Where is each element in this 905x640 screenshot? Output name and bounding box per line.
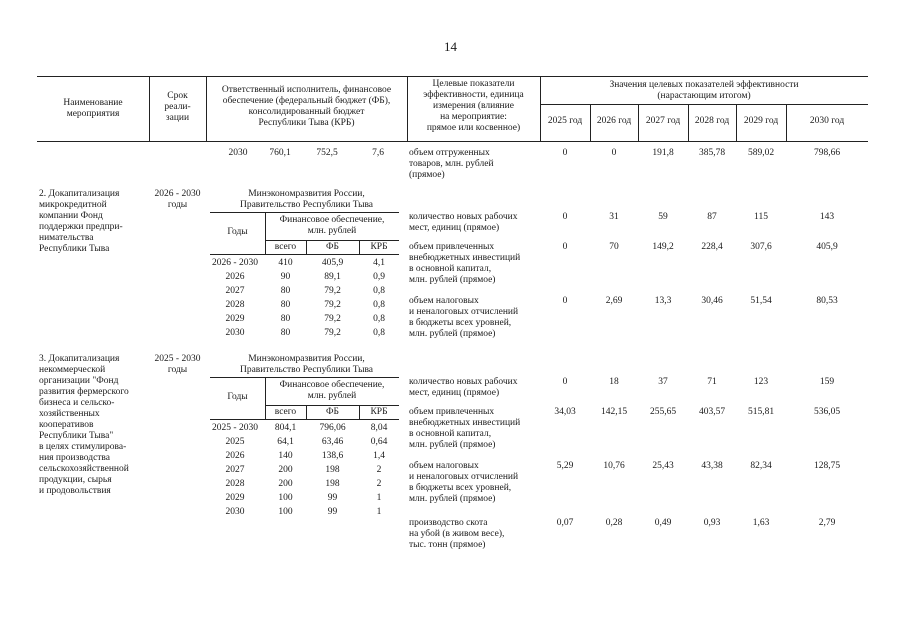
indicator-text: объем налоговых и неналоговых отчислений в бюджеты всех уровней, млн. рублей (прямое) [409, 296, 519, 339]
indicator-value: 228,4 [701, 242, 723, 252]
header-name: Наименование мероприятия [63, 98, 123, 119]
indicator-text: объем привлеченных внебюджетных инвестиций в основной капитал, млн. рублей (прямое) [409, 242, 521, 285]
fin-row-krb: 2 [376, 465, 382, 475]
indicator-text: объем привлеченных внебюджетных инвестиций в основной капитал, млн. рублей (прямое) [409, 407, 521, 450]
fin-row-year: 2029 [225, 314, 245, 324]
fin-row-krb: 0,64 [370, 437, 388, 447]
fin-head-fb: ФБ [326, 407, 339, 417]
indicator-value: 123 [753, 377, 769, 387]
fin-row-krb: 4,1 [373, 258, 385, 268]
indicator-value: 87 [707, 212, 717, 222]
indicator-value: 149,2 [652, 242, 674, 252]
fin-row-year: 2030 [225, 328, 245, 338]
fin-row-total: 140 [278, 451, 293, 461]
indicator-value: 0 [562, 296, 568, 306]
fin-table-rule [265, 240, 399, 241]
indicator-text: количество новых рабочих мест, единиц (прямое) [409, 212, 518, 233]
fin-row-total: 80 [280, 328, 291, 338]
fin-row-fb: 198 [325, 465, 340, 475]
indicator-text: объем налоговых и неналоговых отчислений в бюджеты всех уровней, млн. рублей (прямое) [409, 461, 519, 504]
fin-row-krb: 1 [376, 507, 382, 517]
fin-head-financing: Финансовое обеспечение, млн. рублей [279, 215, 385, 236]
indicator-value: 515,81 [747, 407, 775, 417]
indicator-value: 31 [609, 212, 619, 222]
header-bottom-rule [37, 141, 868, 142]
activity-3-name: 3. Докапитализация некоммерческой организации "Фонд развития фермерского бизнеса и сельско- хозяйственных кооперативов Республики Тыва" в целях стимулирова- ния производства сельскохозяйственной продукции, сырья и продовольствия [39, 354, 129, 496]
fin-row-fb: 405,9 [321, 258, 344, 268]
indicator-value: 307,6 [750, 242, 772, 252]
page-number: 14 [444, 39, 457, 54]
fin-head-total: всего [274, 407, 297, 417]
fin-row-krb: 0,8 [373, 314, 385, 324]
indicator-value: 30,46 [701, 296, 723, 306]
indicator-value: 18 [609, 377, 619, 387]
fin-row-total: 410 [278, 258, 293, 268]
activity-2-name: 2. Докапитализация микрокредитной компании Фонд поддержки предпри- нимательства Республики Тыва [39, 189, 123, 254]
fin-row-total: 80 [280, 314, 291, 324]
indicator-value: 59 [658, 212, 668, 222]
fin-row-year: 2029 [225, 493, 245, 503]
indicator-value: 51,54 [750, 296, 772, 306]
fin-row-fb: 89,1 [324, 272, 341, 282]
fin-row-year: 2028 [225, 300, 245, 310]
indicator-value: 142,15 [600, 407, 628, 417]
fin-row-year: 2026 [225, 451, 245, 461]
indicator-value: 80,53 [816, 296, 838, 306]
indicator-value: 1,63 [752, 518, 770, 528]
fin-row-fb: 79,2 [324, 300, 341, 310]
fin-head-krb: КРБ [370, 407, 388, 417]
fin-row-fb: 99 [327, 507, 338, 517]
fin-head-financing: Финансовое обеспечение, млн. рублей [279, 380, 385, 401]
fin-row-fb: 79,2 [324, 286, 341, 296]
fin-row-fb: 99 [327, 493, 338, 503]
indicator-value: 0,28 [605, 518, 623, 528]
fin-row-total: 80 [280, 300, 291, 310]
fin-row-year: 2025 [225, 437, 245, 447]
header-term: Срок реали- зации [164, 91, 191, 123]
indicator-value: 128,75 [813, 461, 841, 471]
fin-row-krb: 0,8 [373, 300, 385, 310]
indicator-value: 0,07 [556, 518, 574, 528]
header-year: 2029 год [743, 116, 779, 126]
header-values: Значения целевых показателей эффективности (нарастающим итогом) [609, 80, 799, 101]
header-year: 2027 год [645, 116, 681, 126]
cont-total: 760,1 [269, 148, 291, 158]
header-responsible: Ответственный исполнитель, финансовое обеспечение (федеральный бюджет (ФБ), консолидированный бюджет Республики Тыва (КРБ) [221, 85, 392, 128]
fin-row-fb: 198 [325, 479, 340, 489]
indicator-value: 115 [754, 212, 768, 222]
indicator-value: 13,3 [654, 296, 672, 306]
fin-row-total: 100 [278, 507, 293, 517]
indicator-value: 405,9 [816, 242, 838, 252]
indicator-value: 2,69 [605, 296, 623, 306]
fin-table-rule [210, 254, 399, 255]
fin-row-total: 804,1 [274, 423, 297, 433]
indicator-value: 34,03 [554, 407, 576, 417]
indicator-text: производство скота на убой (в живом весе), тыс. тонн (прямое) [409, 518, 505, 550]
indicator-value: 70 [609, 242, 619, 252]
header-top-rule [37, 76, 868, 77]
fin-row-krb: 0,9 [373, 272, 385, 282]
header-year: 2028 год [694, 116, 730, 126]
fin-head-fb: ФБ [326, 242, 339, 252]
fin-row-year: 2027 [225, 286, 245, 296]
fin-row-krb: 2 [376, 479, 382, 489]
fin-table-rule [265, 405, 399, 406]
header-year: 2025 год [547, 116, 583, 126]
fin-row-krb: 0,8 [373, 286, 385, 296]
header-indicators: Целевые показатели эффективности, единица измерения (влияние на мероприятие: прямое или косвенное) [423, 79, 524, 133]
fin-row-krb: 8,04 [370, 423, 388, 433]
fin-row-fb: 79,2 [324, 314, 341, 324]
indicator-value: 5,29 [556, 461, 574, 471]
fin-row-krb: 1 [376, 493, 382, 503]
fin-row-year: 2027 [225, 465, 245, 475]
activity-3-term: 2025 - 2030 годы [154, 354, 201, 375]
cont-value: 0 [562, 148, 568, 158]
fin-row-year: 2025 - 2030 [212, 423, 258, 433]
indicator-value: 10,76 [603, 461, 625, 471]
indicator-text: количество новых рабочих мест, единиц (прямое) [409, 377, 518, 398]
fin-row-fb: 79,2 [324, 328, 341, 338]
indicator-value: 0 [562, 242, 568, 252]
cont-value: 191,8 [652, 148, 674, 158]
fin-row-year: 2026 - 2030 [212, 258, 258, 268]
indicator-value: 0,93 [703, 518, 721, 528]
fin-row-fb: 138,6 [321, 451, 344, 461]
fin-row-fb: 796,06 [319, 423, 346, 433]
fin-row-year: 2030 [225, 507, 245, 517]
indicator-value: 159 [819, 377, 835, 387]
indicator-value: 37 [658, 377, 668, 387]
fin-row-total: 80 [280, 286, 291, 296]
fin-row-total: 64,1 [277, 437, 294, 447]
fin-row-total: 200 [278, 479, 293, 489]
fin-table-rule [210, 377, 399, 378]
indicator-value: 0 [562, 212, 568, 222]
fin-row-total: 90 [280, 272, 291, 282]
fin-head-total: всего [274, 242, 297, 252]
header-year: 2026 год [596, 116, 632, 126]
indicator-value: 2,79 [818, 518, 836, 528]
indicator-value: 0 [562, 377, 568, 387]
cont-value: 589,02 [747, 148, 775, 158]
indicator-value: 143 [819, 212, 835, 222]
cont-year: 2030 [228, 148, 248, 158]
cont-fb: 752,5 [316, 148, 338, 158]
cont-value: 385,78 [698, 148, 726, 158]
fin-head-krb: КРБ [370, 242, 388, 252]
header-year: 2030 год [809, 116, 845, 126]
fin-row-total: 100 [278, 493, 293, 503]
cont-value: 798,66 [813, 148, 841, 158]
activity-2-term: 2026 - 2030 годы [154, 189, 201, 210]
fin-row-year: 2026 [225, 272, 245, 282]
indicator-value: 403,57 [698, 407, 726, 417]
fin-head-years: Годы [227, 392, 248, 402]
indicator-value: 25,43 [652, 461, 674, 471]
cont-indicator: объем отгруженных товаров, млн. рублей (прямое) [409, 148, 494, 180]
fin-head-years: Годы [227, 227, 248, 237]
activity-2-responsible: Минэкономразвития России, Правительство Республики Тыва [239, 189, 374, 210]
cont-value: 0 [611, 148, 617, 158]
fin-table-rule [210, 419, 399, 420]
indicator-value: 43,38 [701, 461, 723, 471]
fin-row-krb: 1,4 [373, 451, 385, 461]
fin-row-fb: 63,46 [321, 437, 344, 447]
indicator-value: 82,34 [750, 461, 772, 471]
fin-table-rule [210, 212, 399, 213]
cont-krb: 7,6 [372, 148, 384, 158]
indicator-value: 536,05 [813, 407, 841, 417]
indicator-value: 255,65 [649, 407, 677, 417]
activity-3-responsible: Минэкономразвития России, Правительство Республики Тыва [239, 354, 374, 375]
indicator-value: 0,49 [654, 518, 672, 528]
fin-row-krb: 0,8 [373, 328, 385, 338]
fin-row-total: 200 [278, 465, 293, 475]
fin-row-year: 2028 [225, 479, 245, 489]
indicator-value: 71 [707, 377, 717, 387]
